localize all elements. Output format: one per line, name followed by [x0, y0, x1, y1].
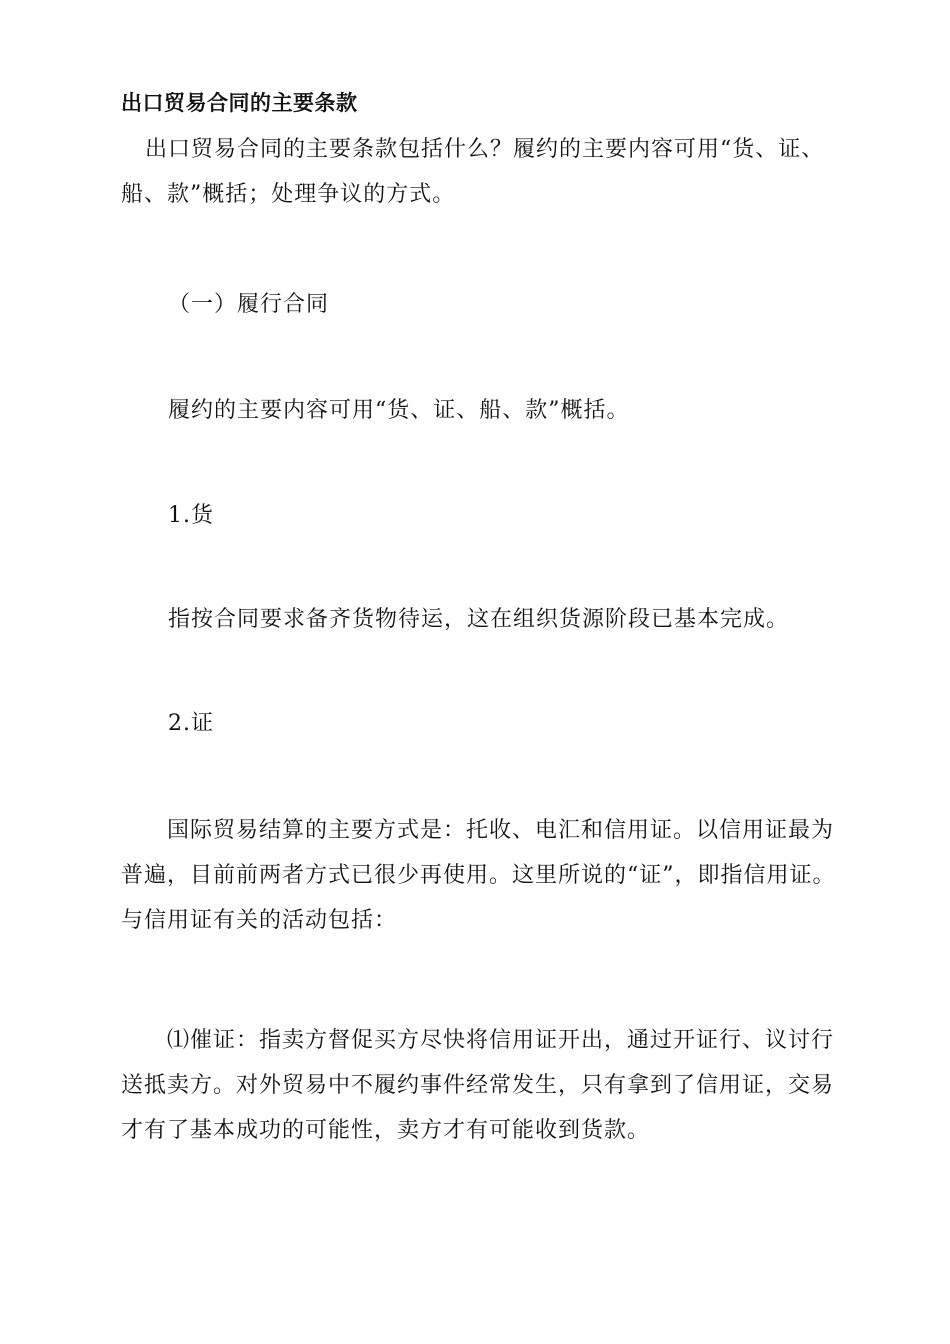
section-heading: （一）履行合同 — [168, 292, 330, 317]
item2-heading: 2.证 — [168, 711, 214, 736]
item2-paragraph: 国际贸易结算的主要方式是：托收、电汇和信用证。以信用证最为普遍，目前前两者方式已很少再使用。这里所说的“证”，即指信用证。与信用证有关的活动包括： — [121, 818, 836, 933]
document-title: 出口贸易合同的主要条款 — [121, 91, 358, 115]
item1-heading: 1.货 — [168, 503, 214, 528]
intro-paragraph: 出口贸易合同的主要条款包括什么？履约的主要内容可用“货、证、 船、款”概括；处理争议的方式。 — [121, 137, 825, 207]
item1-paragraph: 指按合同要求备齐货物待运，这在组织货源阶段已基本完成。 — [168, 607, 790, 632]
summary-paragraph: 履约的主要内容可用“货、证、船、款”概括。 — [168, 398, 630, 423]
item2-subitem-1: ⑴催证：指卖方督促买方尽快将信用证开出，通过开证行、议讨行送抵卖方。对外贸易中不履约事件经常发生，只有拿到了信用证，交易才有了基本成功的可能性，卖方才有可能收到货款。 — [121, 1028, 835, 1143]
